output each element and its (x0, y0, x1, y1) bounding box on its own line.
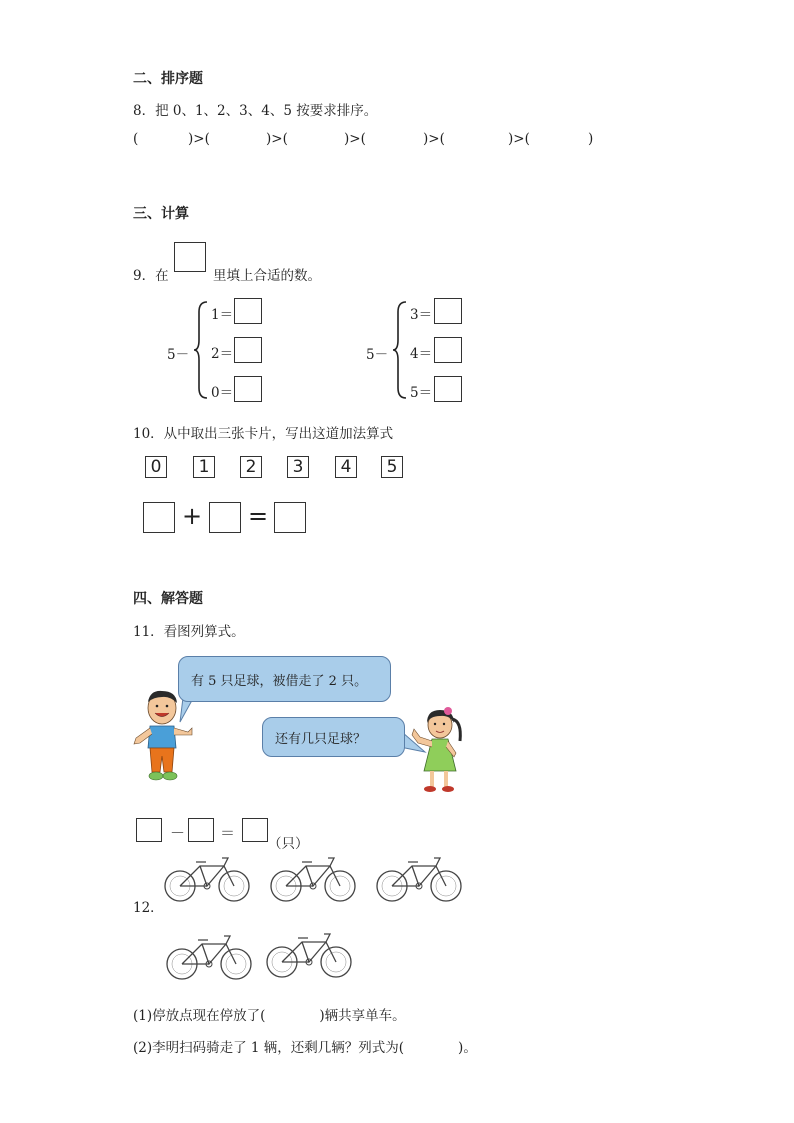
q9-right-answer-box-3[interactable] (434, 376, 462, 402)
q11-minuend-box[interactable] (136, 818, 162, 842)
question-9-prefix: 9．在 (133, 268, 169, 284)
q9-left-brace (193, 300, 209, 400)
q8-gt-3: )>( (344, 131, 366, 147)
q8-gt-4: )>( (423, 131, 445, 147)
number-card-3: 3 (287, 456, 309, 478)
q10-sum-box[interactable] (274, 502, 306, 533)
bicycle (165, 858, 249, 901)
q8-gt-5: )>( (508, 131, 530, 147)
q9-right-brace (392, 300, 408, 400)
q9-left-minuend: 5－ (167, 347, 190, 363)
question-11-text: 11．看图列算式。 (133, 624, 245, 640)
question-9-suffix: 里填上合适的数。 (213, 268, 321, 284)
boy-figure (132, 688, 194, 784)
q11-minus-sign: － (170, 824, 186, 842)
bicycle-illustration (160, 852, 480, 982)
girl-figure (410, 707, 466, 795)
section-title-sorting: 二、排序题 (133, 71, 203, 87)
q9-example-box (174, 242, 206, 272)
speech-bubble-boy-text: 有 5 只足球，被借走了 2 只。 (191, 673, 368, 689)
section-title-calculation: 三、计算 (133, 206, 189, 222)
q11-equals-sign: ＝ (220, 824, 236, 842)
q9-right-expr-1: 3＝ (410, 307, 433, 323)
speech-bubble-boy (178, 656, 391, 702)
q10-equals-sign: = (248, 502, 269, 530)
q8-gt-1: )>( (188, 131, 210, 147)
number-card-0: 0 (145, 456, 167, 478)
q10-addend-box-1[interactable] (143, 502, 175, 533)
speech-bubble-girl (262, 717, 405, 757)
number-card-2: 2 (240, 456, 262, 478)
speech-bubble-girl-text: 还有几只足球？ (275, 731, 367, 747)
number-card-1: 1 (193, 456, 215, 478)
q10-plus-sign: + (182, 502, 203, 530)
bicycle (377, 858, 461, 901)
q9-left-answer-box-1[interactable] (234, 298, 262, 324)
q11-result-box[interactable] (242, 818, 268, 842)
q9-left-expr-1: 1＝ (211, 307, 234, 323)
bicycle (167, 936, 251, 979)
q9-right-answer-box-1[interactable] (434, 298, 462, 324)
question-12-number: 12． (133, 900, 164, 916)
question-12-sub1: (1)停放点现在停放了( )辆共享单车。 (133, 1008, 406, 1024)
q9-left-answer-box-2[interactable] (234, 337, 262, 363)
question-10-text: 10．从中取出三张卡片，写出这道加法算式 (133, 426, 394, 442)
number-card-5: 5 (381, 456, 403, 478)
q9-right-minuend: 5－ (366, 347, 389, 363)
q8-blank-open: ( (133, 131, 139, 147)
q9-left-answer-box-3[interactable] (234, 376, 262, 402)
question-12-sub2: (2)李明扫码骑走了 1 辆，还剩几辆？列式为( )。 (133, 1040, 477, 1056)
q11-unit: （只） (268, 836, 309, 852)
q11-subtrahend-box[interactable] (188, 818, 214, 842)
q9-right-expr-3: 5＝ (410, 385, 433, 401)
q8-blank-row (133, 131, 603, 151)
q9-left-expr-2: 2＝ (211, 346, 234, 362)
q8-gt-2: )>( (266, 131, 288, 147)
q9-left-expr-3: 0＝ (211, 385, 234, 401)
section-title-word-problems: 四、解答题 (133, 591, 203, 607)
number-card-4: 4 (335, 456, 357, 478)
q8-blank-close: ) (588, 131, 594, 147)
question-8-text: 8．把 0、1、2、3、4、5 按要求排序。 (133, 103, 378, 119)
q9-right-answer-box-2[interactable] (434, 337, 462, 363)
q10-addend-box-2[interactable] (209, 502, 241, 533)
bicycle (267, 934, 351, 977)
q9-right-expr-2: 4＝ (410, 346, 433, 362)
bicycle (271, 858, 355, 901)
